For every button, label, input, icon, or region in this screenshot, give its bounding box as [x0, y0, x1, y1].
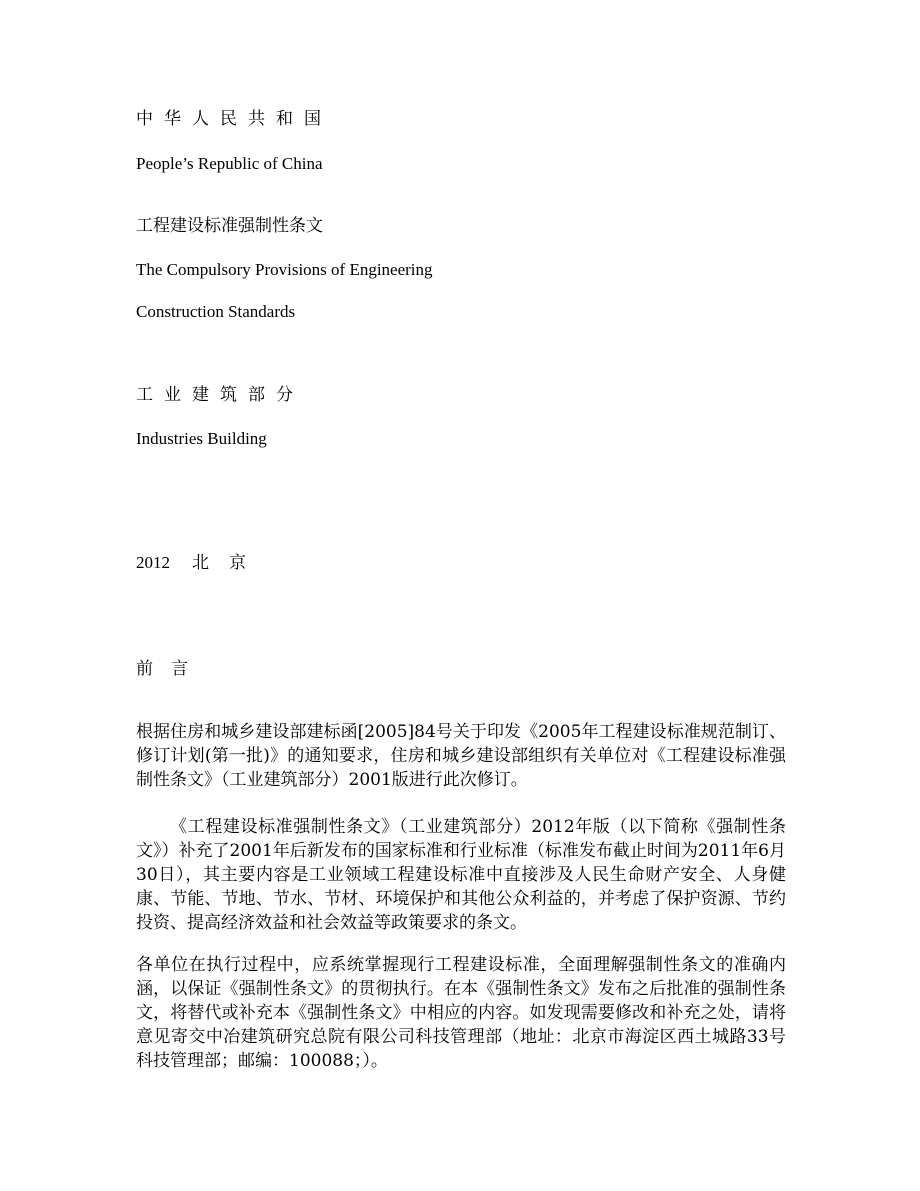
publication-place-date	[136, 552, 246, 574]
country-name-en: People’s Republic of China	[136, 154, 323, 173]
preface-paragraph-2: 《工程建设标准强制性条文》（工业建筑部分）2012年版（以下简称《强制性条文》）补充了2001年后新发布的国家标准和行业标准（标准发布截止时间为2011年6月30日），其主要内容是工业领域工程建设标准中直接涉及人民生命财产安全、人身健康、节能、节地、节水、节材、环境保护和其他公众利益的，并考虑了保护资源、节约投资、提高经济效益和社会效益等政策要求的条文。	[136, 817, 786, 933]
part-name-cn: 工业建筑部分	[136, 385, 304, 405]
country-name-cn: 中华人民共和国	[136, 109, 332, 129]
document-title-en-line2: Construction Standards	[136, 302, 296, 321]
document-title-cn: 工程建设标准强制性条文	[136, 216, 323, 236]
publication-city-char2: 京	[229, 553, 246, 573]
preface-paragraph-3: 各单位在执行过程中，应系统掌握现行工程建设标准，全面理解强制性条文的准确内涵，以保证《强制性条文》的贯彻执行。在本《强制性条文》发布之后批准的强制性条文，将替代或补充本《强制性条文》中相应的内容。如发现需要修改和补充之处，请将意见寄交中冶建筑研究总院有限公司科技管理部（地址：北京市海淀区西土城路33号科技管理部；邮编：100088；）。	[136, 955, 786, 1071]
document-title-en-line1: The Compulsory Provisions of Engineering	[136, 260, 433, 279]
publication-year: 2012	[136, 553, 170, 572]
part-name-en: Industries Building	[136, 429, 267, 448]
publication-city-char1: 北	[192, 553, 209, 573]
preface-heading: 前言	[136, 659, 206, 679]
preface-paragraph-1: 根据住房和城乡建设部建标函[2005]84号关于印发《2005年工程建设标准规范制订、修订计划(第一批)》的通知要求，住房和城乡建设部组织有关单位对《工程建设标准强制性条文》（工业建筑部分）2001版进行此次修订。	[136, 722, 786, 790]
